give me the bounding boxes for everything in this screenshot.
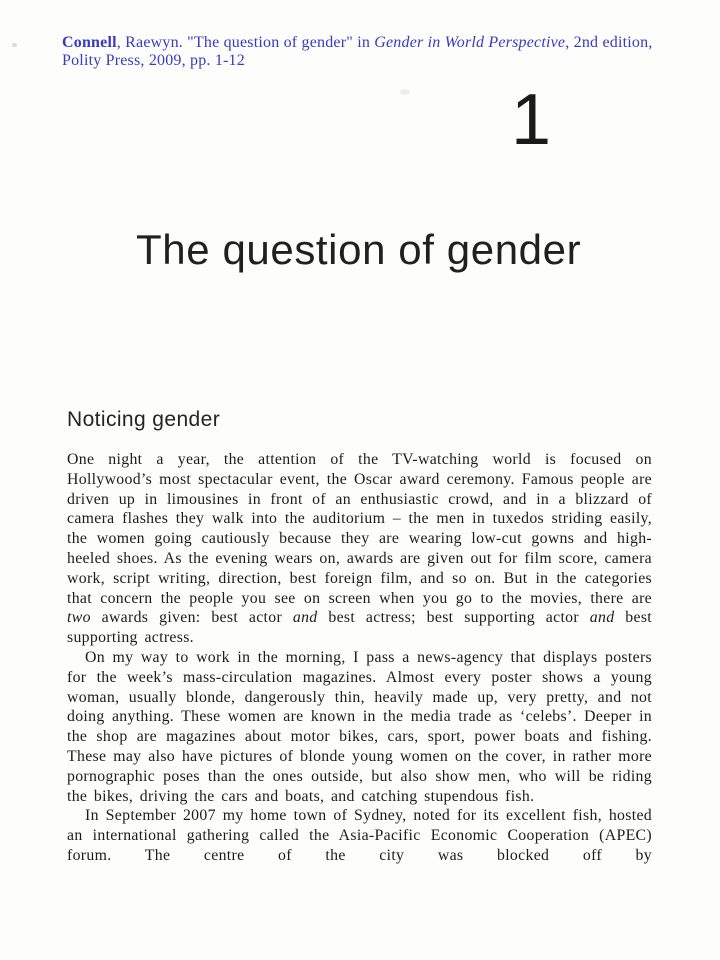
scan-speck [12, 43, 17, 47]
paragraph-3: In September 2007 my home town of Sydney, noted for its excellent fish, hosted an international gathering called the Asia-Pacific Economic Cooperation (APEC) forum. The centre of the city was blocked off by [67, 807, 652, 864]
body-text [67, 450, 652, 866]
citation-header: Connell, Raewyn. "The question of gender" in Gender in World Perspective, 2nd edition, Polity Press, 2009, pp. 1-12 [62, 34, 653, 69]
paragraph-1: One night a year, the attention of the TV-watching world is focused on Hollywood’s most spectacular event, the Oscar award ceremony. Famous people are driven up in limousines in front of an enthusiastic crowd, and in a blizzard of camera flashes they walk into the auditorium – the men in tuxedos striding easily, the women going cautiously because they are wearing low-cut gowns and high-heeled shoes. As the evening wears on, awards are given out for film score, camera work, script writing, direction, best foreign film, and so on. But in the categories that concern the people you see on screen when you go to the movies, there are two awards given: best actor and best actress; best supporting actor and best supporting actress. [67, 451, 653, 647]
paragraph-2: On my way to work in the morning, I pass a news-agency that displays posters for the week’s mass-circulation magazines. Almost every poster shows a young woman, usually blonde, dangerously thin, heavily made up, very pretty, and not doing anything. These women are known in the media trade as ‘celebs’. Deeper in the shop are magazines about motor bikes, cars, sport, power boats and fishing. These may also have pictures of blonde young women on the cover, in rather more pornographic poses than the ones outside, but also show men, who will be riding the bikes, driving the cars and boats, and catching stupendous fish. [67, 648, 652, 805]
chapter-number: 1 [510, 80, 552, 160]
section-heading: Noticing gender [67, 408, 221, 431]
scan-smudge [400, 89, 410, 95]
chapter-title: The question of gender [136, 226, 582, 273]
